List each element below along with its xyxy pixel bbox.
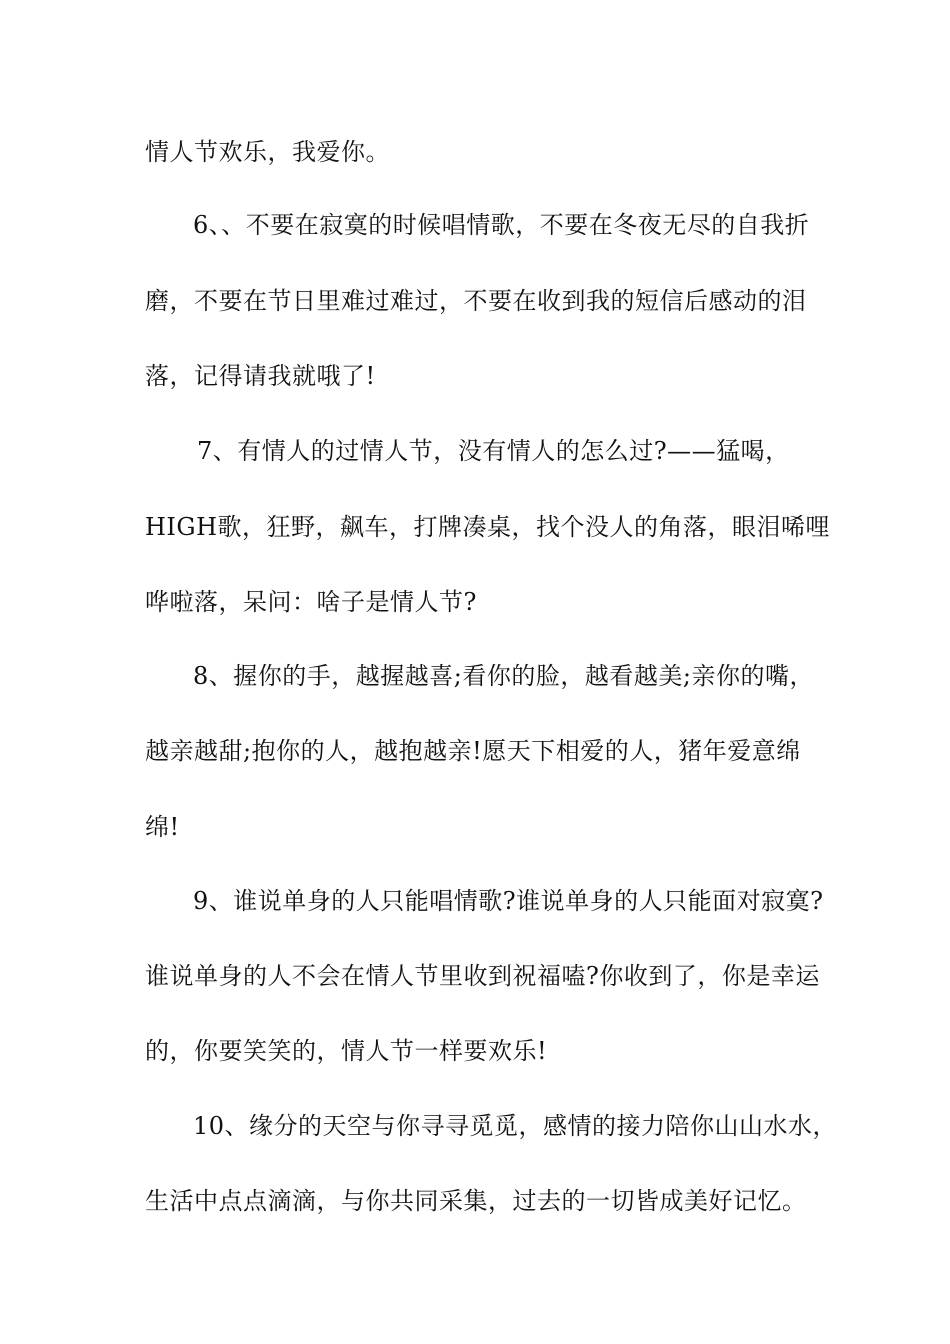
text-line-13: 的，你要笑笑的，情人节一样要欢乐!: [145, 1037, 548, 1065]
text-line-12: 谁说单身的人不会在情人节里收到祝福嗑?你收到了，你是幸运: [145, 962, 820, 990]
text-line-4: 落，记得请我就哦了!: [145, 362, 376, 390]
text-line-3: 磨，不要在节日里难过难过，不要在收到我的短信后感动的泪: [145, 287, 807, 315]
text-line-10: 绵!: [145, 813, 180, 841]
text-line-11: 9、谁说单身的人只能唱情歌?谁说单身的人只能面对寂寞?: [193, 887, 824, 915]
text-line-7: 哗啦落，呆问：啥子是情人节?: [145, 588, 477, 616]
text-line-8: 8、握你的手，越握越喜;看你的脸，越看越美;亲你的嘴，: [193, 662, 814, 690]
text-line-2: 6、、不要在寂寞的时候唱情歌，不要在冬夜无尽的自我折: [193, 211, 810, 239]
text-line-9: 越亲越甜;抱你的人，越抱越亲!愿天下相爱的人，猪年爱意绵: [145, 737, 801, 765]
text-line-15: 生活中点点滴滴，与你共同采集，过去的一切皆成美好记忆。: [145, 1187, 807, 1215]
text-line-5: 7、有情人的过情人节，没有情人的怎么过?——猛喝，: [197, 437, 790, 465]
text-line-14: 10、缘分的天空与你寻寻觅觅，感情的接力陪你山山水水，: [193, 1112, 838, 1140]
text-line-6: HIGH歌，狂野，飙车，打牌凑桌，找个没人的角落，眼泪唏哩: [145, 513, 831, 541]
text-line-1: 情人节欢乐，我爱你。: [145, 138, 390, 166]
